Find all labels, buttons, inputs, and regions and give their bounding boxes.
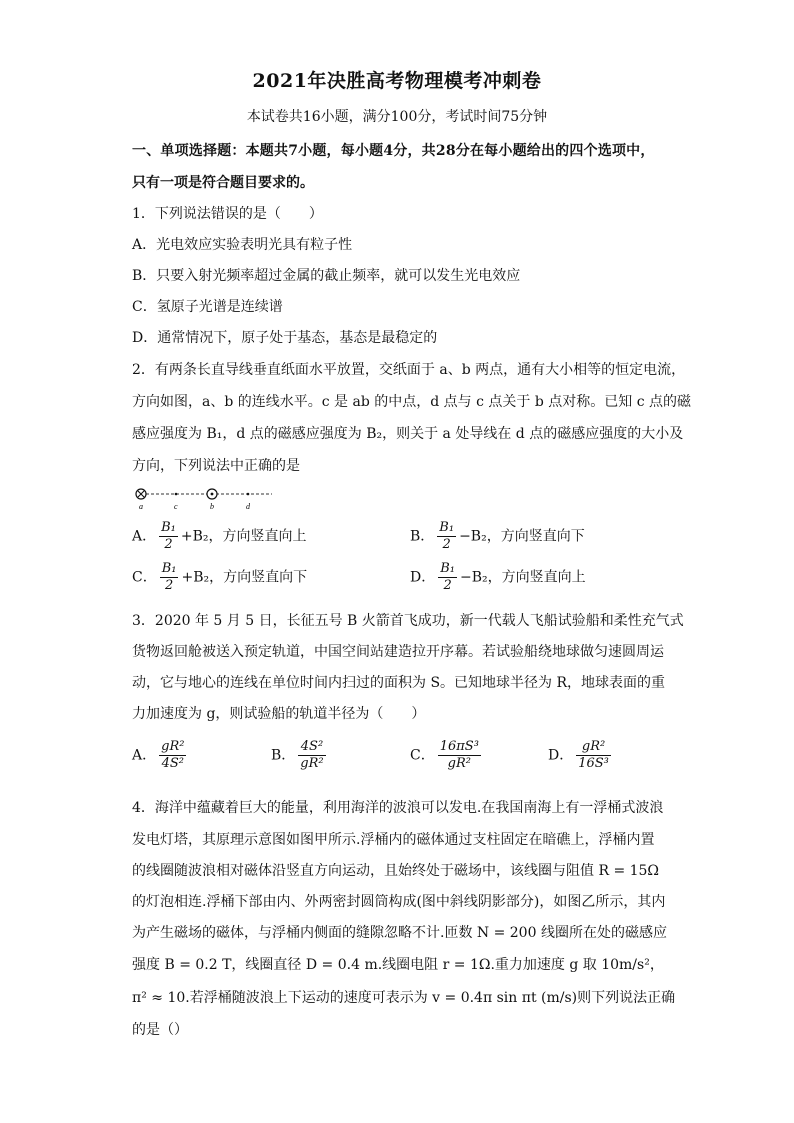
q2-stem-line1: 2．有两条长直导线垂直纸面水平放置，交纸面于 a、b 两点，通有大小相等的恒定电流， [132,362,686,378]
wire-b-dot-icon [207,489,217,499]
q3-option-d-fraction: $\frac{\text{gR²}}{\text{16S³}}$ [578,739,609,771]
q3-stem-line3: 动，它与地心的连线在单位时间内扫过的面积为 S。已知地球半径为 R，地球表面的重 [132,675,666,691]
q2-option-a-text: +B₂，方向竖直向上 [180,528,307,545]
q1-option-c: C．氢原子光谱是连续谱 [132,299,283,315]
q3-option-d-label: D． [548,747,574,764]
section-heading-line1: 一、单项选择题：本题共7小题，每小题4分，共28分在每小题给出的四个选项中， [132,143,655,159]
q3-option-c-label: C． [410,747,435,764]
q2-option-d-fraction: $\frac{\text{B₁}}{2}$ [440,561,455,593]
q3-option-c [410,739,484,772]
q4-stem-line3: 的线圈随波浪相对磁体沿竖直方向运动，且始终处于磁场中，该线圈与阻值 R = 15Ω [132,863,660,879]
q2-option-a-label: A． [132,528,157,545]
q3-stem-line4: 力加速度为 g，则试验船的轨道半径为（ ） [132,706,426,722]
q3-option-c-fraction: $\frac{\text{16πS³}}{\text{gR²}}$ [439,739,479,771]
exam-title: 2021年决胜高考物理模考冲刺卷 [252,70,542,92]
q2-option-c-label: C． [132,569,157,586]
q1-stem: 1．下列说法错误的是（ ） [132,206,323,222]
q2-option-c [132,561,307,594]
q4-stem-line2: 发电灯塔，其原理示意图如图甲所示.浮桶内的磁体通过支柱固定在暗礁上，浮桶内置 [132,832,655,848]
label-b: b [210,502,214,511]
q2-option-b-text: −B₂，方向竖直向下 [459,528,585,545]
q3-option-b [271,739,329,772]
q1-option-a: A．光电效应实验表明光具有粒子性 [132,237,353,253]
q3-stem-line1: 3．2020 年 5 月 5 日，长征五号 B 火箭首飞成功，新一代载人飞船试验船和柔性充气式 [132,613,684,629]
point-c-dot [175,493,178,496]
q2-option-a-fraction: $\frac{\text{B₁}}{2}$ [161,520,176,552]
label-c: c [174,502,178,511]
q4-stem-line6: 强度 B = 0.2 T，线圈直径 D = 0.4 m.线圈电阻 r = 1Ω.重力加速度 g 取 10m/s²， [132,957,664,973]
wires-diagram [132,484,277,514]
exam-subtitle: 本试卷共16小题，满分100分，考试时间75分钟 [246,109,548,125]
q1-option-b: B．只要入射光频率超过金属的截止频率，就可以发生光电效应 [132,268,521,284]
q3-option-d [548,739,614,772]
q2-option-b-fraction: $\frac{\text{B₁}}{2}$ [439,520,455,552]
q3-stem-line2: 货物返回舱被送入预定轨道，中国空间站建造拉开序幕。若试验船绕地球做匀速圆周运 [132,644,664,660]
q4-stem-line7: π² ≈ 10.若浮桶随波浪上下运动的速度可表示为 v = 0.4π sin πt (m/s)则下列说法正确 [132,990,676,1006]
q3-option-a-label: A． [132,747,157,764]
label-d: d [246,502,250,511]
q2-option-a [132,520,307,553]
q2-option-d-text: −B₂，方向竖直向上 [460,569,586,586]
q2-stem-line3: 感应强度为 B₁，d 点的磁感应强度为 B₂，则关于 a 处导线在 d 点的磁感应强度的大小及 [132,426,684,442]
wire-a-cross-icon [136,489,146,499]
q3-option-b-fraction: $\frac{\text{4S²}}{\text{gR²}}$ [300,739,324,771]
label-a: a [139,502,143,511]
q2-option-b-label: B． [410,528,435,545]
q3-option-b-label: B． [271,747,296,764]
q2-option-b [410,520,585,553]
q4-stem-line5: 为产生磁场的磁体，与浮桶内侧面的缝隙忽略不计.匝数 N = 200 线圈所在处的磁感应 [132,925,667,941]
q4-stem-line1: 4．海洋中蕴藏着巨大的能量，利用海洋的波浪可以发电.在我国南海上有一浮桶式波浪 [132,800,664,816]
point-d-dot [247,493,250,496]
q4-stem-line8: 的是（） [132,1022,188,1038]
q2-option-d [410,561,586,594]
q2-option-c-text: +B₂，方向竖直向下 [181,569,308,586]
q2-option-c-fraction: $\frac{\text{B₁}}{2}$ [161,561,177,593]
q2-stem-line2: 方向如图，a、b 的连线水平。c 是 ab 的中点，d 点与 c 点关于 b 点对称。已知 c 点的磁 [132,394,692,410]
q2-stem-line4: 方向，下列说法中正确的是 [132,458,300,474]
section-heading-line2: 只有一项是符合题目要求的。 [132,175,314,191]
q3-option-a-fraction: $\frac{\text{gR²}}{\text{4S²}}$ [161,739,185,771]
q2-option-d-label: D． [410,569,436,586]
q1-option-d: D．通常情况下，原子处于基态，基态是最稳定的 [132,330,438,346]
q3-option-a [132,739,189,772]
q4-stem-line4: 的灯泡相连.浮桶下部由内、外两密封圆筒构成(图中斜线阴影部分)，如图乙所示，其内 [132,894,666,910]
